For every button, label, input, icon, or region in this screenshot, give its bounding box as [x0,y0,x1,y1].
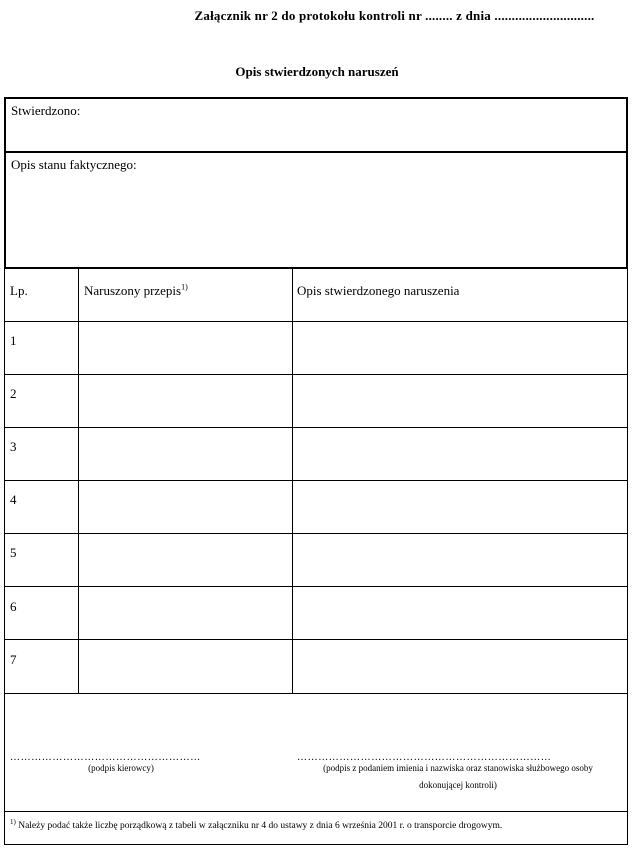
column-header-naruszony-przepis-text: Naruszony przepis [84,283,182,298]
opis-stanu-box[interactable] [4,151,628,269]
column-header-naruszony-przepis [84,283,188,299]
footnote [10,817,503,831]
annex-header [0,8,634,24]
inspector-signature-caption-line2: dokonującej kontroli) [419,780,497,790]
driver-signature-caption: (podpis kierowcy) [88,763,154,773]
opis-stanu-label: Opis stanu faktycznego: [11,157,137,172]
row-separator [4,586,628,587]
footnote-text: Należy podać także liczbę porządkową z tabeli w załączniku nr 4 do ustawy z dnia 6 września 2001 r. o transporcie drogowym. [18,821,503,831]
column-header-opis: Opis stwierdzonego naruszenia [297,283,460,298]
footnote-reference: 1) [181,282,188,292]
row-separator [4,693,628,694]
annex-header-text: Załącznik nr 2 do protokołu kontroli nr ........ z dnia ............................. [194,8,595,23]
frame-bottom-border [4,844,628,845]
row-separator [4,639,628,640]
row-separator [4,321,628,322]
row-number: 7 [10,652,17,667]
stwierdzono-box[interactable] [4,97,628,153]
row-number: 4 [10,492,17,507]
footnote-marker: 1) [10,817,16,826]
row-number: 6 [10,599,17,614]
column-header-lp: Lp. [10,283,28,298]
inspector-signature-caption: (podpis z podaniem imienia i nazwiska oraz stanowiska służbowego osoby [323,763,593,773]
inspector-signature-line[interactable]: ……………………………………………………………… [297,752,552,763]
row-separator [4,374,628,375]
row-number: 2 [10,386,17,401]
row-separator [4,427,628,428]
footnote-separator [4,811,628,812]
row-separator [4,480,628,481]
page-title: Opis stwierdzonych naruszeń [235,64,399,79]
row-separator [4,533,628,534]
row-number: 5 [10,545,17,560]
row-number: 3 [10,439,17,454]
stwierdzono-label: Stwierdzono: [11,103,81,118]
driver-signature-line[interactable]: ……………………………………………… [10,752,201,763]
row-number: 1 [10,333,17,348]
